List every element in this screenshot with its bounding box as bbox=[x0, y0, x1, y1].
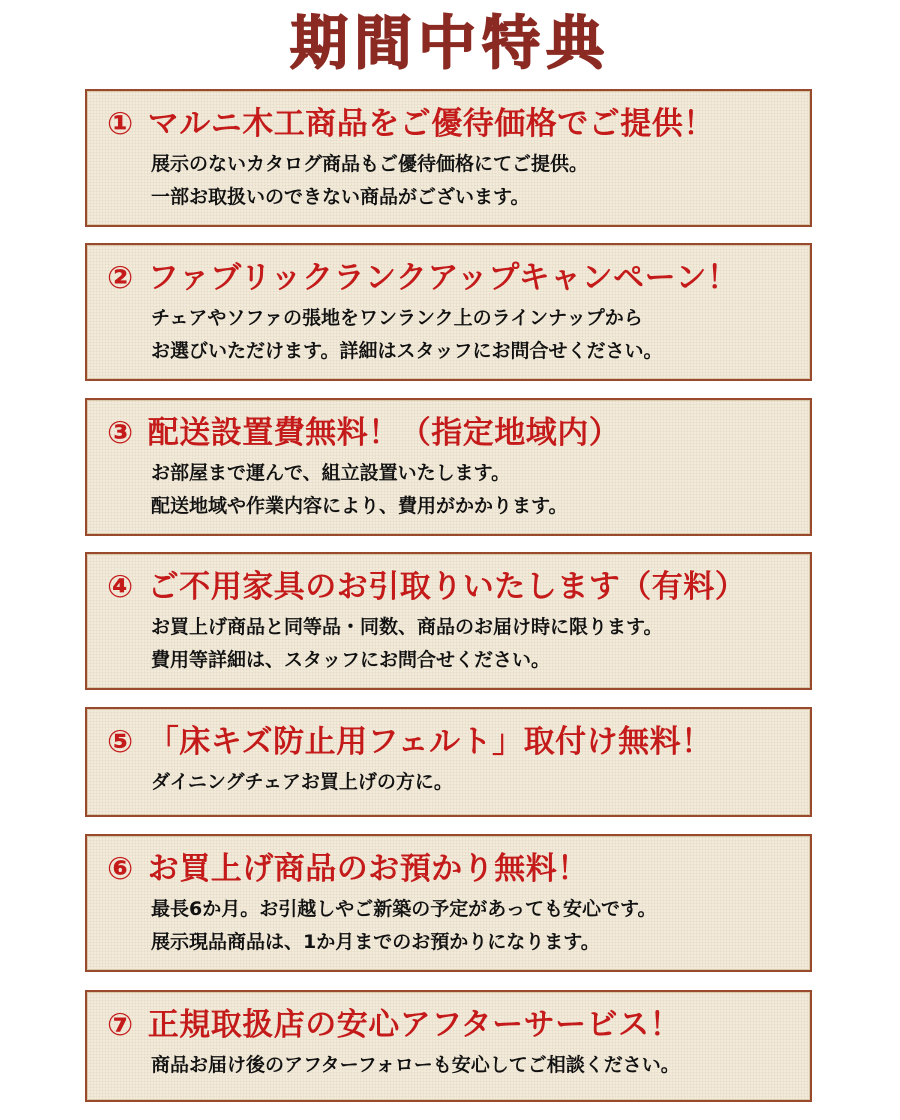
benefit-number: ③ bbox=[107, 415, 134, 451]
benefit-number: ① bbox=[107, 106, 134, 142]
page-title: 期間中特典 bbox=[289, 9, 610, 77]
benefit-description-line: お買上げ商品と同等品・同数、商品のお届け時に限ります。 bbox=[151, 616, 663, 638]
benefit-description-line: お選びいただけます。詳細はスタッフにお問合せください。 bbox=[151, 340, 663, 362]
benefit-number: ② bbox=[107, 260, 134, 296]
benefit-heading bbox=[107, 103, 715, 145]
benefit-4 bbox=[85, 552, 812, 690]
benefit-title: 正規取扱店の安心アフターサービス！ bbox=[147, 1007, 682, 1043]
benefit-description-line: ダイニングチェアお買上げの方に。 bbox=[151, 771, 453, 793]
benefit-number: ⑥ bbox=[107, 851, 134, 887]
benefit-description-line: 配送地域や作業内容により、費用がかかります。 bbox=[151, 495, 568, 517]
benefit-6 bbox=[85, 834, 812, 972]
benefit-title: 「床キズ防止用フェルト」取付け無料！ bbox=[147, 724, 713, 760]
benefit-heading bbox=[107, 257, 739, 299]
benefit-3 bbox=[85, 398, 812, 536]
benefit-title: 配送設置費無料！（指定地域内） bbox=[147, 415, 621, 451]
benefit-number: ⑤ bbox=[107, 724, 134, 760]
benefit-heading bbox=[107, 1004, 681, 1046]
benefit-description-line: チェアやソファの張地をワンランク上のラインナップから bbox=[151, 307, 643, 329]
benefit-heading bbox=[107, 566, 746, 608]
benefit-2 bbox=[85, 243, 812, 381]
benefit-title: マルニ木工商品をご優待価格でご提供！ bbox=[147, 106, 715, 142]
benefit-description-line: 展示のないカタログ商品もご優待価格にてご提供。 bbox=[151, 153, 589, 175]
benefit-heading bbox=[107, 721, 713, 763]
benefit-number: ④ bbox=[107, 569, 134, 605]
benefit-1 bbox=[85, 89, 812, 227]
benefit-description-line: お部屋まで運んで、組立設置いたします。 bbox=[151, 462, 511, 484]
benefit-title: お買上げ商品のお預かり無料！ bbox=[147, 851, 589, 887]
benefit-description-line: 展示現品商品は、1か月までのお預かりになります。 bbox=[151, 931, 600, 953]
benefit-description-line: 費用等詳細は、スタッフにお問合せください。 bbox=[151, 649, 551, 671]
benefit-description-line: 商品お届け後のアフターフォローも安心してご相談ください。 bbox=[151, 1054, 680, 1076]
benefit-heading bbox=[107, 848, 589, 890]
benefit-5 bbox=[85, 707, 812, 817]
benefit-title: ファブリックランクアップキャンペーン！ bbox=[147, 260, 739, 296]
benefit-description-line: 一部お取扱いのできない商品がございます。 bbox=[151, 186, 530, 208]
benefit-number: ⑦ bbox=[107, 1007, 134, 1043]
benefit-description-line: 最長6か月。お引越しやご新築の予定があっても安心です。 bbox=[151, 898, 657, 920]
benefit-heading bbox=[107, 412, 620, 454]
benefit-7 bbox=[85, 990, 812, 1102]
benefit-title: ご不用家具のお引取りいたします（有料） bbox=[147, 569, 747, 605]
